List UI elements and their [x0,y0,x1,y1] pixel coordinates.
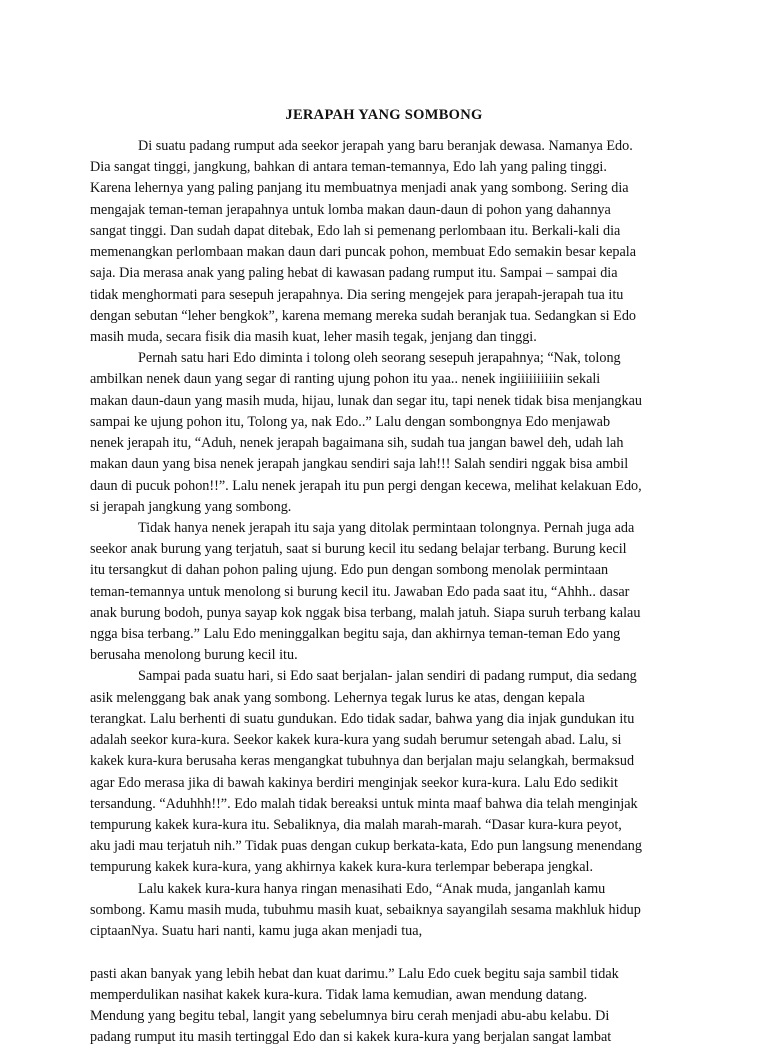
text-line: adalah seekor kura-kura. Seekor kakek kura-kura yang sudah berumur setengah abad. Lalu, si [90,732,622,749]
text-line: ambilkan nenek daun yang segar di ranting ujung pohon itu yaa.. nenek ingiiiiiiiiiin sekali [90,371,601,388]
text-line: saja. Dia merasa anak yang paling hebat di kawasan padang rumput itu. Sampai – sampai dia [90,265,618,282]
text-line: Dia sangat tinggi, jangkung, bahkan di antara teman-temannya, Edo lah yang paling tinggi. [90,159,607,176]
text-line: kakek kura-kura berusaha keras mengangkat tubuhnya dan berjalan maju selangkah, bermaksud [90,753,635,770]
text-line: berusaha menolong burung kecil itu. [90,647,298,664]
text-line: si jerapah jangkung yang sombong. [90,498,292,515]
text-line: tersandung. “Aduhhh!!”. Edo malah tidak bereaksi untuk minta maaf bahwa dia telah menginjak [90,795,638,812]
document-body [90,136,690,1048]
text-line: aku jadi mau terjatuh nih.” Tidak puas dengan cukup berkata-kata, Edo pun langsung menendang [90,838,642,855]
text-line: sombong. Kamu masih muda, tubuhmu masih kuat, sebaiknya sayangilah sesama makhluk hidup [90,901,641,918]
text-line: makan daun yang bisa nenek jerapah jangkau sendiri saja lah!!! Salah sendiri nggak bisa ambil [90,456,629,473]
text-line: Karena lehernya yang paling panjang itu membuatnya menjadi anak yang sombong. Sering dia [90,180,629,197]
text-line: agar Edo merasa jika di bawah kakinya berdiri menginjak seekor kura-kura. Lalu Edo sedikit [90,774,618,791]
text-line: memperdulikan nasihat kakek kura-kura. Tidak lama kemudian, awan mendung datang. [90,986,588,1003]
text-line: anak burung bodoh, punya sayap kok nggak bisa terbang, malah jatuh. Siapa suruh terbang kalau [90,604,641,621]
text-line: pasti akan banyak yang lebih hebat dan kuat darimu.” Lalu Edo cuek begitu saja sambil tidak [90,965,619,982]
document-title: JERAPAH YANG SOMBONG [285,107,483,123]
text-line: Tidak hanya nenek jerapah itu saja yang ditolak permintaan tolongnya. Pernah juga ada [138,519,635,536]
text-line: asik melenggang bak anak yang sombong. Lehernya tegak lurus ke atas, dengan kepala [90,689,585,706]
text-line: Di suatu padang rumput ada seekor jerapah yang baru beranjak dewasa. Namanya Edo. [138,138,633,154]
text-line: ngga bisa terbang.” Lalu Edo meninggalkan begitu saja, dan akhirnya teman-teman Edo yang [90,626,621,643]
text-line: makan daun-daun yang masih muda, hijau, lunak dan segar itu, tapi nenek tidak bisa menjangkau [90,392,642,409]
text-line: Mendung yang begitu tebal, langit yang sebelumnya biru cerah menjadi abu-abu kelabu. Di [90,1007,610,1024]
text-line: sampai ke ujung pohon itu, Tolong ya, nak Edo..” Lalu dengan sombongnya Edo menjawab [90,413,611,430]
text-line: sangat tinggi. Dan sudah dapat ditebak, Edo lah si pemenang perlombaan itu. Berkali-kali dia [90,222,621,239]
text-line: seekor anak burung yang terjatuh, saat si burung kecil itu sedang belajar terbang. Burung kecil [90,541,627,558]
text-line: Sampai pada suatu hari, si Edo saat berjalan- jalan sendiri di padang rumput, dia sedang [138,668,637,685]
text-line: masih muda, secara fisik dia masih kuat, leher masih tegak, jenjang dan tinggi. [90,328,537,345]
text-line: itu tersangkut di dahan pohon paling ujung. Edo pun dengan sombong menolak permintaan [90,562,609,579]
text-line: dengan sebutan “leher bengkok”, karena memang mereka sudah beranjak tua. Sedangkan si Edo [90,307,637,324]
text-line: padang rumput itu masih tertinggal Edo dan si kakek kura-kura yang berjalan sangat lambat [90,1029,612,1046]
text-line: tempurung kakek kura-kura itu. Sebaliknya, dia malah marah-marah. “Dasar kura-kura peyot, [90,817,622,833]
text-line: mengajak teman-teman jerapahnya untuk lomba makan daun-daun di pohon yang dahannya [90,201,611,218]
text-line: teman-temannya untuk menolong si burung kecil itu. Jawaban Edo pada saat itu, “Ahhh.. dasar [90,583,630,600]
text-line: memenangkan perlombaan makan daun dari puncak pohon, membuat Edo semakin besar kepala [90,244,637,261]
text-line: tempurung kakek kura-kura, yang akhirnya kakek kura-kura terlempar beberapa jengkal. [90,859,594,876]
text-line: daun di pucuk pohon!!”. Lalu nenek jerapah itu pun pergi dengan kecewa, melihat kelakuan Edo, [90,477,642,494]
text-line: ciptaanNya. Suatu hari nanti, kamu juga akan menjadi tua, [90,923,423,940]
text-line: Pernah satu hari Edo diminta i tolong oleh seorang sesepuh jerapahnya; “Nak, tolong [138,350,621,367]
text-line: Lalu kakek kura-kura hanya ringan menasihati Edo, “Anak muda, janganlah kamu [138,880,606,897]
paragraph-gap [90,942,690,963]
text-line: terangkat. Lalu berhenti di suatu gundukan. Edo tidak sadar, bahwa yang dia injak gundukan itu [90,710,635,727]
text-line: nenek jerapah itu, “Aduh, nenek jerapah bagaimana sih, sudah tua jangan bawel deh, udah lah [90,435,624,452]
text-line: tidak menghormati para sesepuh jerapahnya. Dia sering mengejek para jerapah-jerapah tua itu [90,286,624,303]
